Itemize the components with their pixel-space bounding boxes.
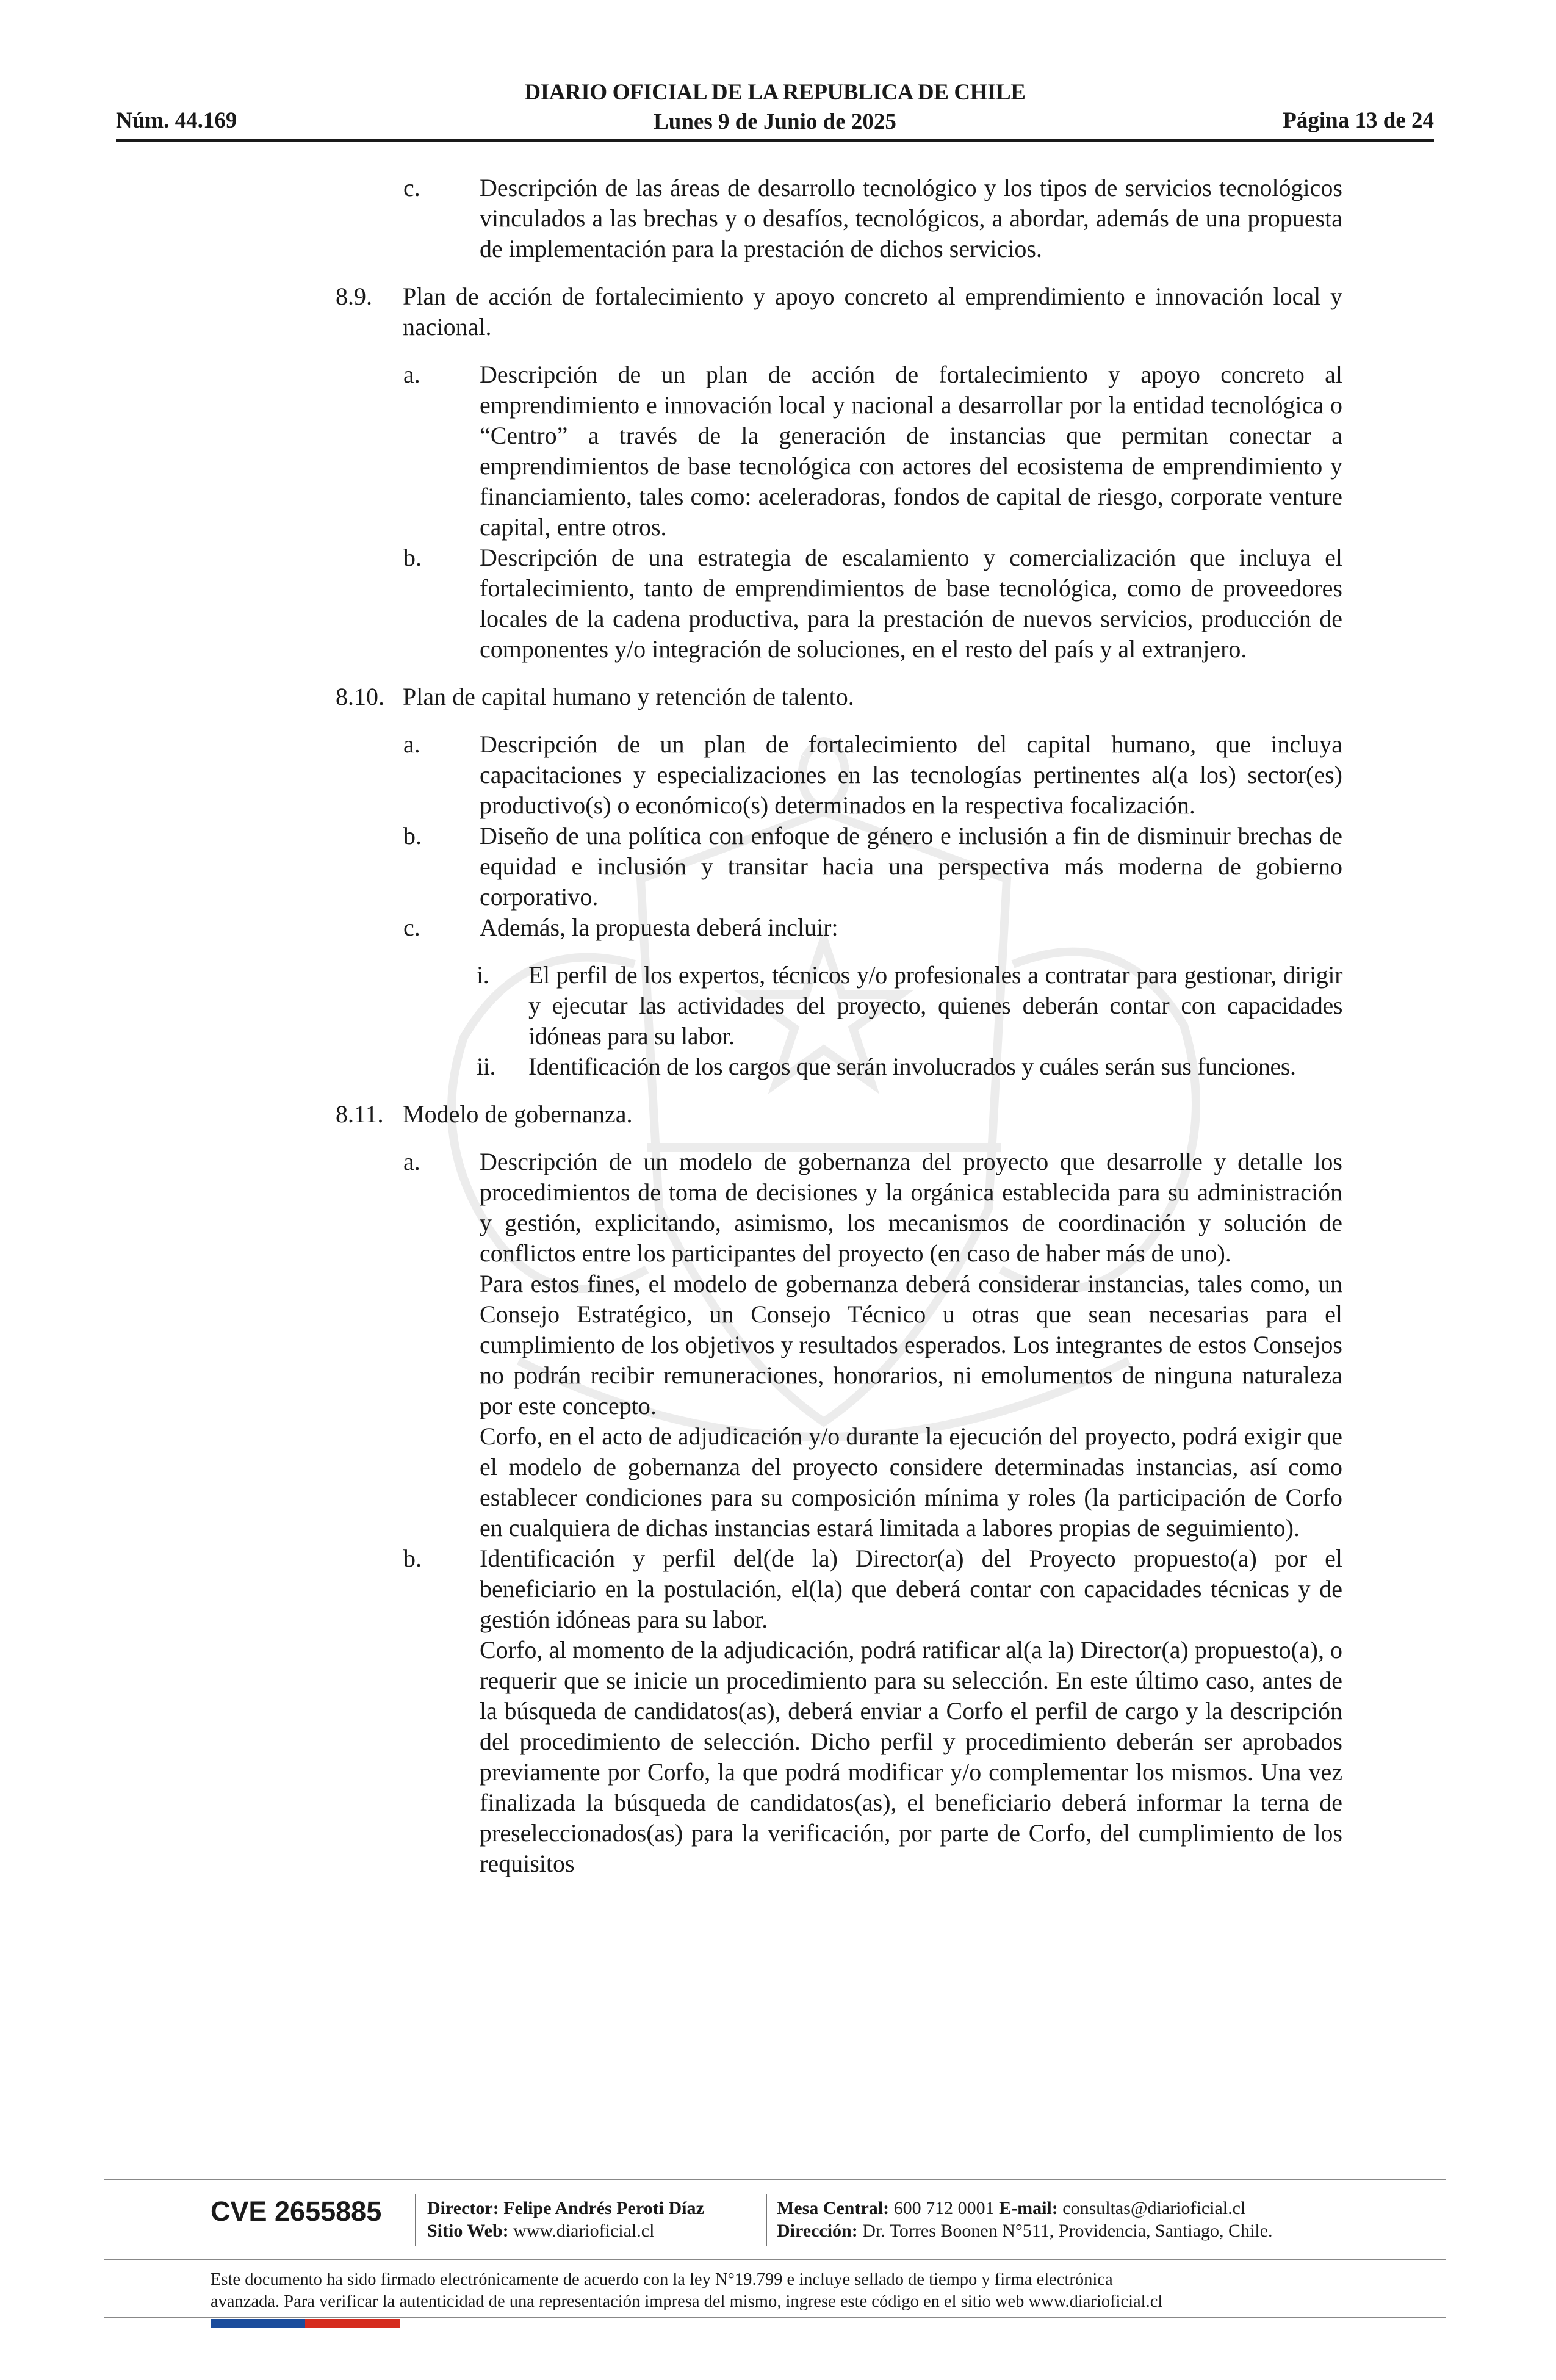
section-8-10-item-b: b. Diseño de una política con enfoque de género e inclusión a fin de disminuir brechas de equidad e inclusión y transitar hacia una perspectiva más moderna de gobierno corporativo.	[403, 822, 1342, 911]
flag-stripe-red	[305, 2319, 400, 2328]
section-8-11-item-a-paragraph-3: Corfo, en el acto de adjudicación y/o durante la ejecución del proyecto, podrá exigir que el modelo de gobernanza del proyecto considere determinadas instancias, así como establecer condiciones para su composición mínima y roles (la participación de Corfo en cualquiera de dichas instancias estará limitada a labores propias de seguimiento).	[480, 1423, 1342, 1542]
section-8-10-heading: 8.10. Plan de capital humano y retención de talento.	[336, 683, 854, 710]
section-8-11-heading: 8.11. Modelo de gobernanza.	[336, 1100, 633, 1128]
header-divider	[116, 139, 1434, 142]
email-link[interactable]: consultas@diarioficial.cl	[1062, 2198, 1246, 2218]
section-8-9-item-b: b. Descripción de una estrategia de escalamiento y comercialización que incluya el fortalecimiento, tanto de emprendimientos de base tecnológica, como de proveedores locales de la cadena productiva, para la prestación de nuevos servicios, producción de componentes y/o integración de soluciones, en el resto del país y al extranjero.	[403, 544, 1342, 663]
section-8-10-item-c: c. Además, la propuesta deberá incluir:	[403, 914, 838, 941]
newspaper-title: DIARIO OFICIAL DE LA REPUBLICA DE CHILE	[524, 80, 1026, 105]
flag-stripe-blue	[211, 2319, 305, 2328]
section-8-11-item-b-paragraph-2: Corfo, al momento de la adjudicación, podrá ratificar al(a la) Director(a) propuesto(a), o requerir que se inicie un procedimiento para su selección. En este último caso, antes de la búsqueda de candidatos(as), deberá enviar a Corfo el perfil de cargo y la descripción del procedimiento de selección. Dicho perfil y procedimiento deberán ser aprobados previamente por Corfo, la que podrá modificar y/o complementar los mismos. Una vez finalizada la búsqueda de candidatos(as), el beneficiario deberá informar la terna de preseleccionados(as) para la verificación, por parte de Corfo, del cumplimiento de los requisitos	[480, 1636, 1342, 1877]
section-8-10-subitem-i: i. El perfil de los expertos, técnicos y/o profesionales a contratar para gestionar, dirigir y ejecutar las actividades del proyecto, quienes deberán contar con capacidades idóneas para su labor.	[477, 961, 1342, 1050]
signature-note: Este documento ha sido firmado electrónicamente de acuerdo con la ley N°19.799 e incluye sellado de tiempo y firma electrónica avanzada. Para verificar la autenticidad de una representación impresa del mismo, ingrese este código en el sitio web www.diarioficial.cl	[211, 2270, 1163, 2311]
list-item-c-top: c. Descripción de las áreas de desarrollo tecnológico y los tipos de servicios tecnológicos vinculados a las brechas y o desafíos, tecnológicos, a abordar, además de una propuesta de implementación para la prestación de dichos servicios.	[403, 174, 1342, 262]
document-body	[336, 173, 1342, 1879]
page-number: Página 13 de 24	[1283, 108, 1434, 133]
section-8-11-item-b: b. Identificación y perfil del(de la) Director(a) del Proyecto propuesto(a) por el beneficiario en la postulación, el(la) que deberá contar con capacidades técnicas y de gestión idóneas para su labor.	[403, 1545, 1342, 1633]
website-link[interactable]: www.diarioficial.cl	[513, 2221, 655, 2241]
address: Dr. Torres Boonen N°511, Providencia, Santiago, Chile.	[862, 2221, 1273, 2241]
section-8-9-heading: 8.9. Plan de acción de fortalecimiento y apoyo concreto al emprendimiento e innovación local y nacional.	[336, 283, 1342, 341]
section-8-11-item-a-paragraph-2: Para estos fines, el modelo de gobernanza deberá considerar instancias, tales como, un Consejo Estratégico, un Consejo Técnico u otras que sean necesarias para el cumplimiento de los objetivos y resultados esperados. Los integrantes de estos Consejos no podrán recibir remuneraciones, honorarios, ni emolumentos de ninguna naturaleza por este concepto.	[480, 1270, 1342, 1419]
section-8-10-subitem-ii: ii. Identificación de los cargos que serán involucrados y cuáles serán sus funciones.	[477, 1053, 1296, 1080]
footer-director-block: Director: Felipe Andrés Peroti Díaz Sitio Web: www.diarioficial.cl	[427, 2198, 704, 2241]
director-name: Felipe Andrés Peroti Díaz	[503, 2198, 704, 2218]
issue-number: Núm. 44.169	[116, 108, 237, 133]
section-8-9-item-a: a. Descripción de un plan de acción de fortalecimiento y apoyo concreto al emprendimiento e innovación local y nacional a desarrollar por la entidad tecnológica o “Centro” a través de la generación de instancias que permitan conectar a emprendimientos de base tecnológica con actores del ecosistema de emprendimiento y financiamiento, tales como: aceleradoras, fondos de capital de riesgo, corporate venture capital, entre otros.	[403, 361, 1342, 541]
cve-code: CVE 2655885	[211, 2196, 382, 2227]
phone-number: 600 712 0001	[893, 2198, 995, 2218]
footer-contact-block: Mesa Central: 600 712 0001 E-mail: consultas@diarioficial.cl Dirección: Dr. Torres Boonen N°511, Providencia, Santiago, Chile.	[777, 2198, 1273, 2241]
section-8-11-item-a: a. Descripción de un modelo de gobernanza del proyecto que desarrolle y detalle los procedimientos de toma de decisiones y la orgánica establecida para su administración y gestión, explicitando, asimismo, los mecanismos de coordinación y solución de conflictos entre los participantes del proyecto (en caso de haber más de uno).	[403, 1148, 1342, 1267]
issue-date: Lunes 9 de Junio de 2025	[654, 109, 896, 134]
page-header	[116, 73, 1434, 143]
section-8-10-item-a: a. Descripción de un plan de fortalecimiento del capital humano, que incluya capacitaciones y especializaciones en las tecnologías pertinentes al(a los) sector(es) productivo(s) o económico(s) determinados en la respectiva focalización.	[403, 730, 1342, 819]
